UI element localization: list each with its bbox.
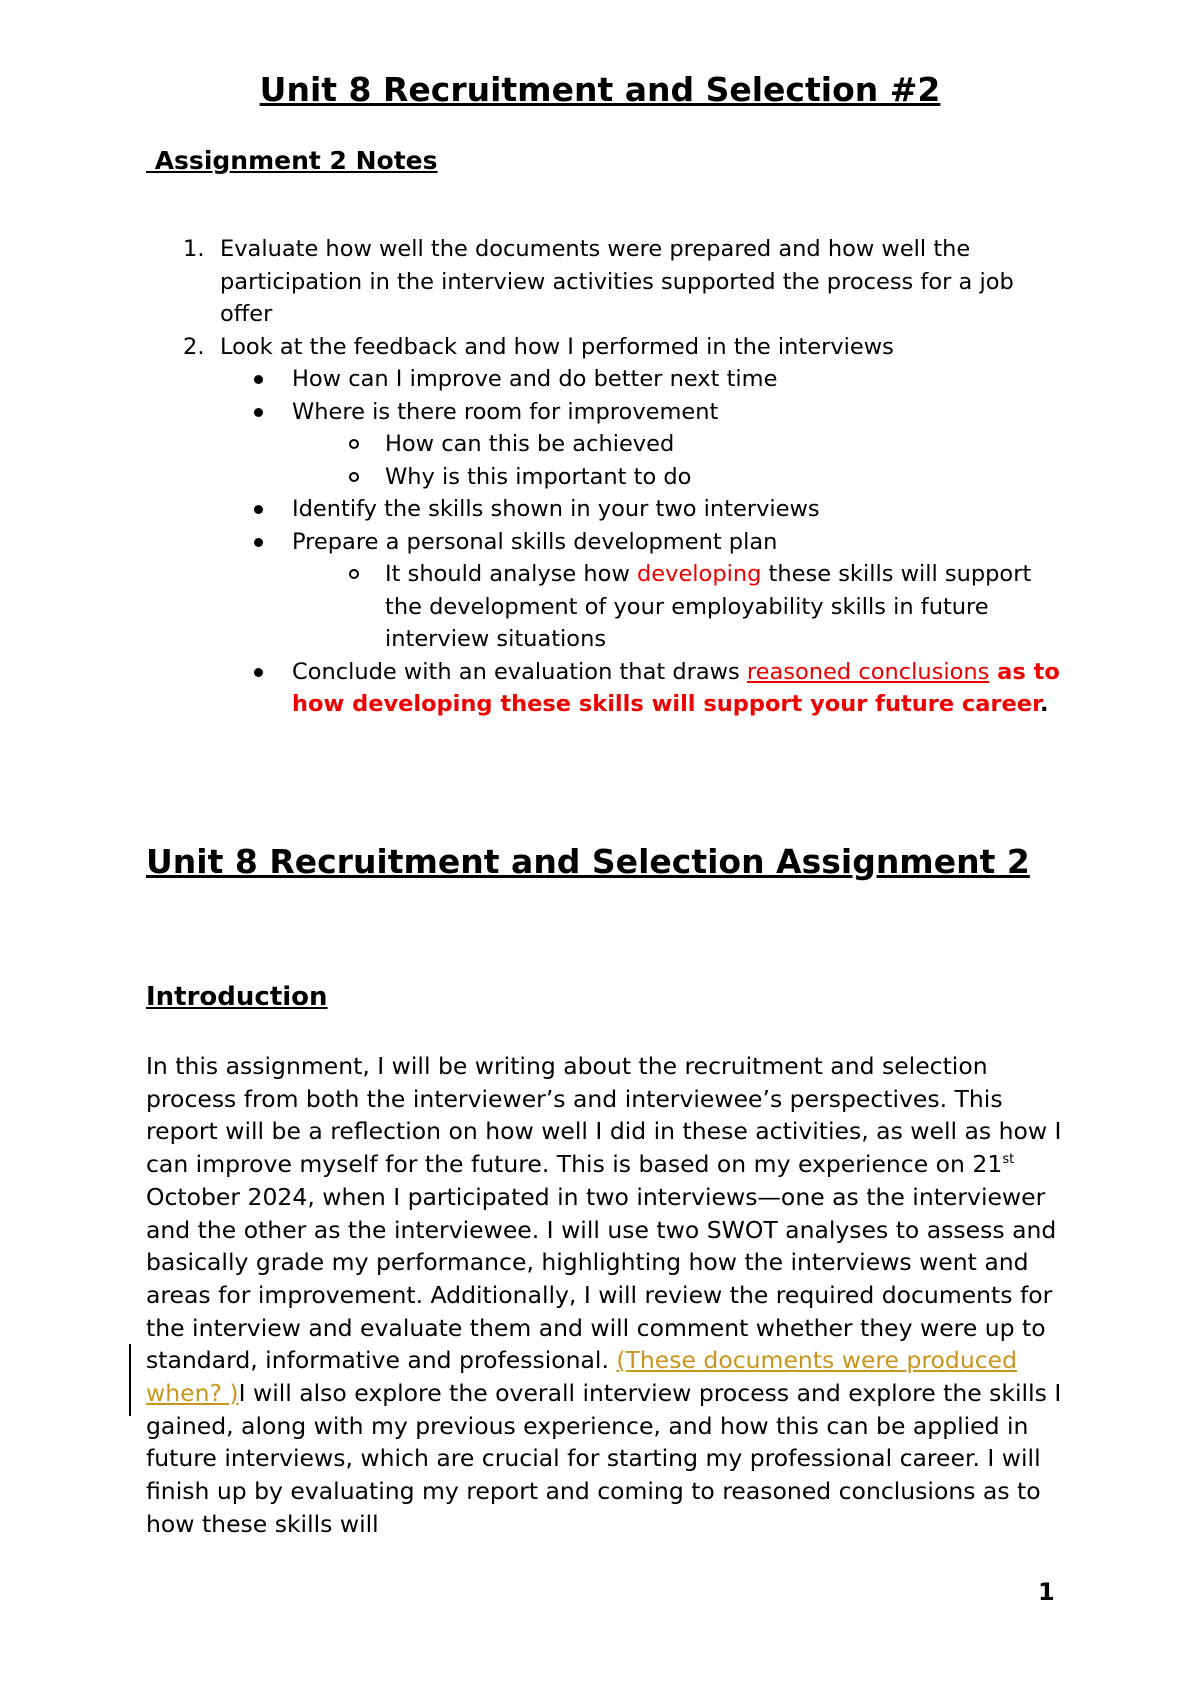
- assignment-heading: Unit 8 Recruitment and Selection Assignment 2: [146, 842, 1030, 881]
- item-number: 2.: [183, 333, 205, 360]
- notes-numbered-list: [146, 233, 1066, 721]
- numbered-item-2: [146, 331, 1066, 721]
- sub-bullet-text-end: these skills will support the development of your employability skills in future interview situations: [385, 561, 1032, 652]
- numbered-item-1: [146, 233, 1066, 331]
- bullet-text-start: Conclude with an evaluation that draws: [292, 658, 747, 685]
- bullet-item: [220, 493, 1066, 526]
- item-number: 1.: [183, 236, 205, 262]
- sub-bullet-item: [292, 558, 1066, 656]
- sub-bullet-item: [292, 428, 1066, 461]
- introduction-heading: Introduction: [146, 982, 328, 1012]
- bullet-item: [220, 526, 1066, 656]
- bullet-list: [220, 363, 1066, 721]
- intro-text-part-2: October 2024, when I participated in two interviews—one as the interviewer and the other as the interviewee. I will use two SWOT analyses to assess and basically grade my performance, highlighting how the interviews went and areas for improvement. Additionally, I will review the required documents for the interview and evaluate them and will comment whether they were up to standard, informative and professional.: [146, 1182, 1057, 1375]
- tracked-comment[interactable]: (These documents were produced when? ): [146, 1346, 1018, 1408]
- bullet-text: Identify the skills shown in your two interviews: [292, 496, 820, 522]
- sub-bullet-list: [292, 558, 1066, 656]
- assignment-notes-heading: Assignment 2 Notes: [146, 146, 438, 175]
- sub-bullet-item: [292, 461, 1066, 494]
- bullet-item: [220, 656, 1066, 721]
- revision-change-bar: [129, 1344, 131, 1416]
- bullet-item: [220, 396, 1066, 494]
- bullet-text: How can I improve and do better next time: [292, 366, 778, 392]
- sub-bullet-text: Why is this important to do: [385, 463, 692, 490]
- bullet-text: Prepare a personal skills development plan: [292, 528, 778, 555]
- intro-text-part-1: In this assignment, I will be writing about the recruitment and selection process from both the interviewer’s and interviewee’s perspectives. This report will be a reflection on how well I did in these activities, as well as how I can improve myself for the future. This is based on my experience on 21: [146, 1052, 1062, 1179]
- sub-bullet-text-start: It should analyse how: [385, 561, 638, 587]
- item-text: Evaluate how well the documents were prepared and how well the participation in the interview activities supported the process for a job offer: [220, 236, 1014, 327]
- page-number: 1: [1038, 1578, 1055, 1606]
- highlighted-word: developing: [637, 561, 762, 587]
- highlighted-phrase: reasoned conclusions: [746, 658, 990, 685]
- intro-text-part-3: I will also explore the overall interview process and explore the skills I gained, along with my previous experience, and how this can be applied in future interviews, which are crucial for starting my professional career. I will finish up by evaluating my report and coming to reasoned conclusions as to how these skills will: [146, 1379, 1062, 1538]
- bullet-text: Where is there room for improvement: [292, 398, 719, 425]
- document-title: Unit 8 Recruitment and Selection #2: [259, 70, 941, 109]
- sub-bullet-text: How can this be achieved: [385, 431, 675, 457]
- ordinal-suffix: st: [1002, 1152, 1015, 1168]
- sub-bullet-list: [292, 428, 1066, 493]
- bullet-end-period: .: [1039, 691, 1049, 717]
- introduction-paragraph: [146, 1050, 1076, 1541]
- highlighted-bold-phrase: as to how developing these skills will support your future career: [292, 658, 1060, 717]
- item-text: Look at the feedback and how I performed in the interviews: [220, 333, 894, 360]
- bullet-item: [220, 363, 1066, 396]
